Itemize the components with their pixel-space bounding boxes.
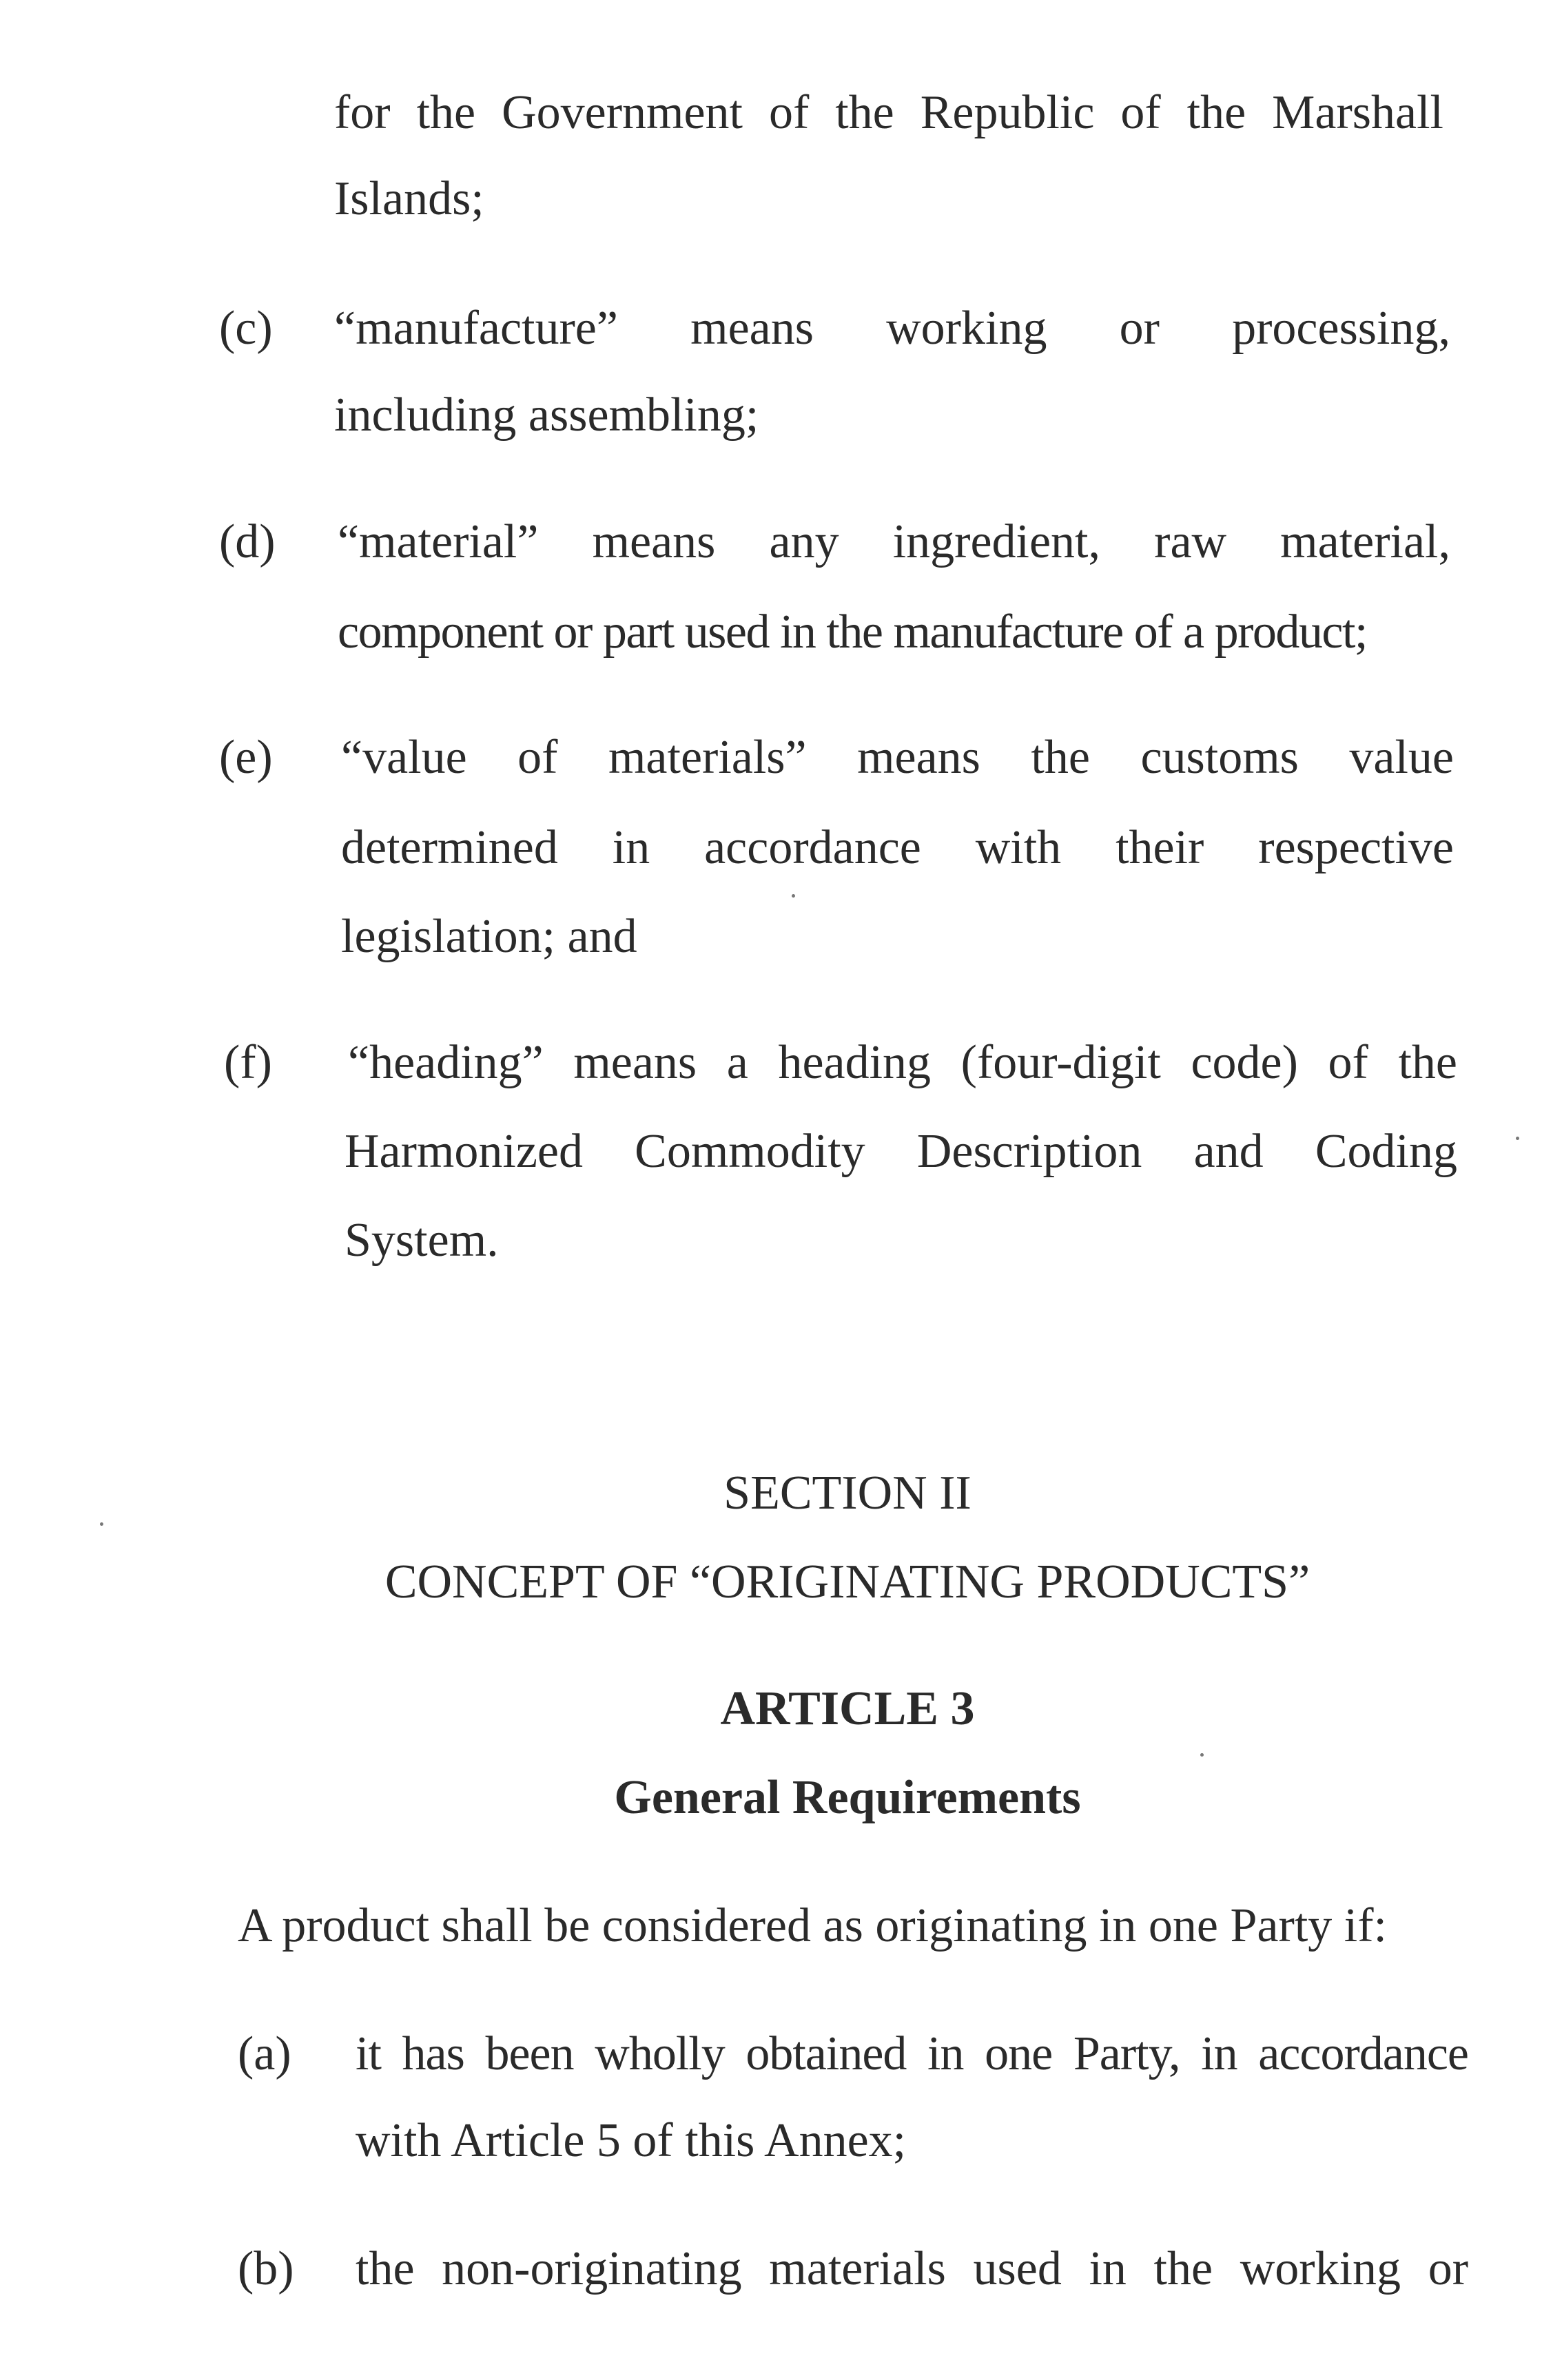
text-line: with Article 5 of this Annex;: [356, 2114, 907, 2167]
text-line: “material” means any ingredient, raw material,: [338, 515, 1450, 568]
item-label: (b): [238, 2242, 294, 2295]
text-line: “heading” means a heading (four-digit code) of the: [348, 1036, 1457, 1089]
text-line: including assembling;: [334, 389, 759, 442]
item-label: (e): [219, 731, 273, 784]
text-line: it has been wholly obtained in one Party, in accordance: [356, 2027, 1468, 2080]
section-title: CONCEPT OF “ORIGINATING PRODUCTS”: [384, 1555, 1310, 1608]
scan-speck: [792, 894, 795, 898]
text-line: the non-originating materials used in the working or: [356, 2242, 1468, 2295]
text-line: component or part used in the manufacture of a product;: [338, 606, 1367, 659]
item-label: (c): [219, 302, 273, 355]
scan-speck: [1200, 1753, 1204, 1757]
item-label: (a): [238, 2027, 291, 2080]
text-line: “manufacture” means working or processing,: [334, 302, 1450, 355]
scan-speck: [1516, 1137, 1519, 1140]
section-number: SECTION II: [723, 1467, 972, 1520]
text-line: legislation; and: [341, 910, 637, 963]
text-line: determined in accordance with their respective: [341, 821, 1454, 874]
scan-speck: [100, 1522, 103, 1526]
text-line: Islands;: [334, 172, 484, 225]
text-line: “value of materials” means the customs value: [341, 731, 1454, 784]
article-number: ARTICLE 3: [720, 1682, 975, 1735]
article-title: General Requirements: [614, 1771, 1081, 1824]
text-line: Harmonized Commodity Description and Coding: [345, 1125, 1457, 1178]
text-line: System.: [345, 1214, 499, 1267]
text-line: for the Government of the Republic of the Marshall: [334, 86, 1443, 139]
intro-text: A product shall be considered as originating in one Party if:: [238, 1899, 1387, 1952]
item-label: (f): [224, 1036, 272, 1089]
item-label: (d): [219, 515, 276, 568]
